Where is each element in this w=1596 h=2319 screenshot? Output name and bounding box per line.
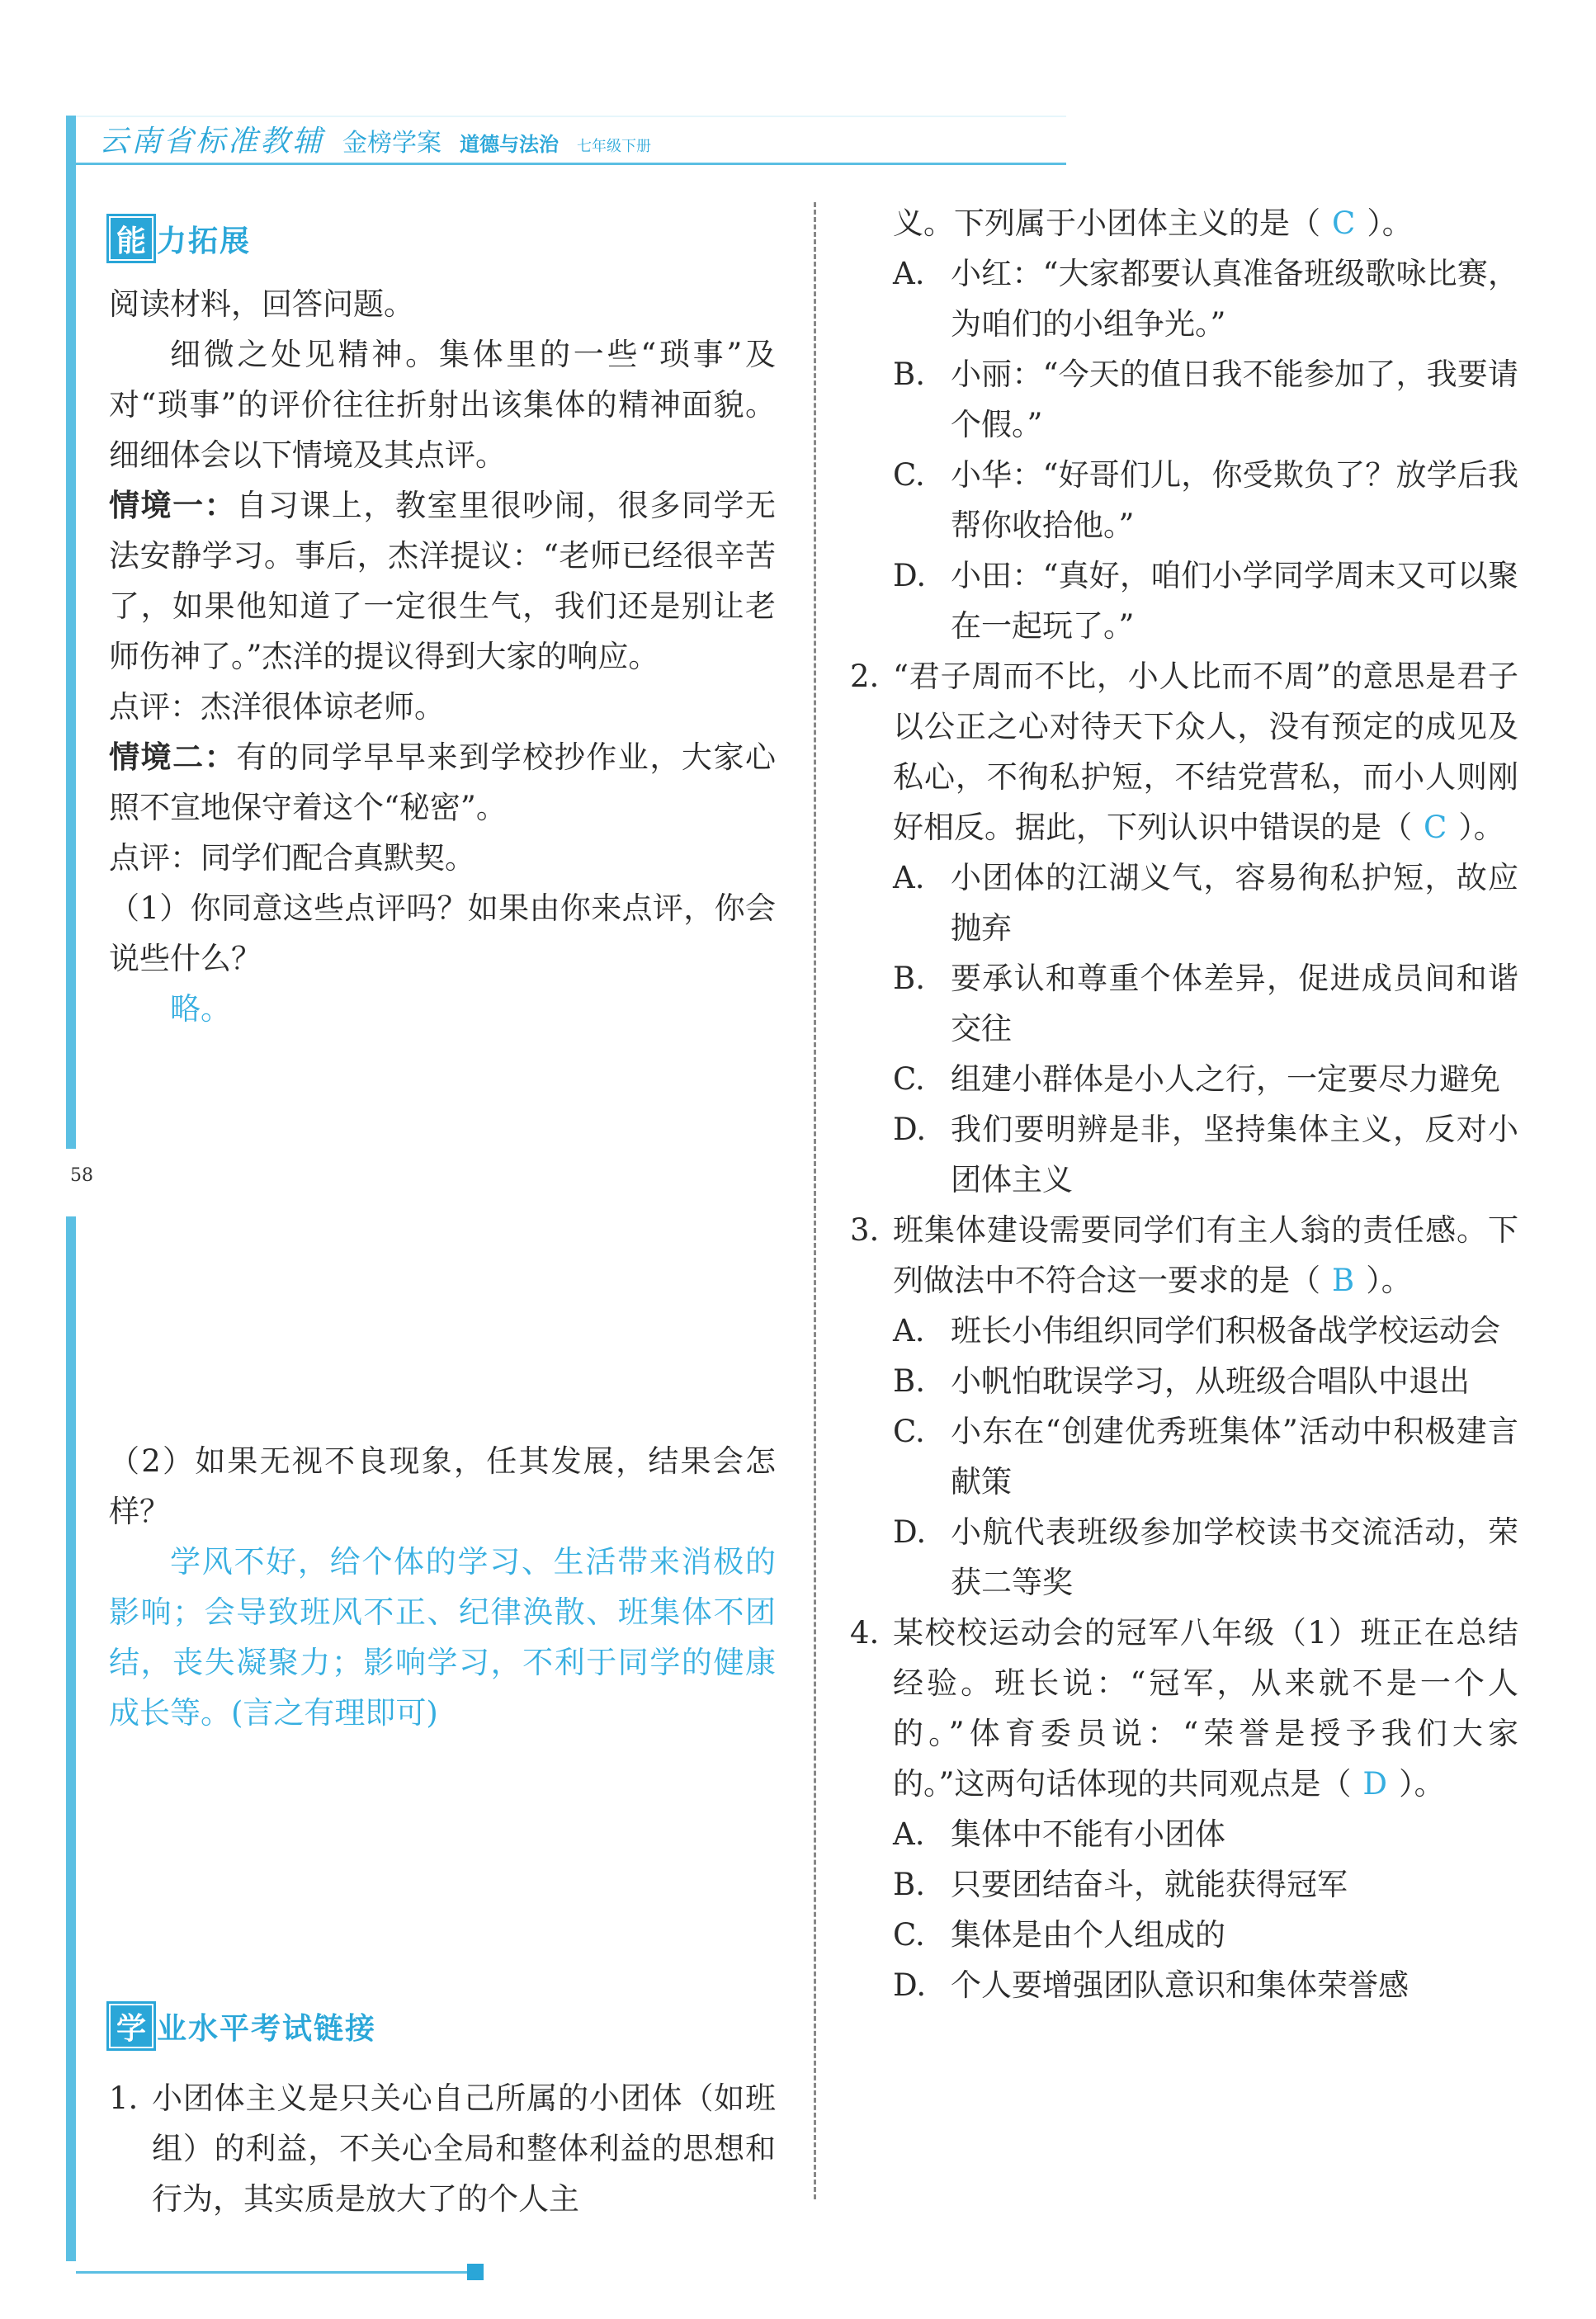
q3-option-a: A. 班长小伟组织同学们积极备战学校运动会 [893, 1313, 1500, 1348]
page-number: 58 [70, 1165, 93, 1186]
left-text-block [109, 279, 776, 1034]
question-two: （2）如果无视不良现象，任其发展，结果会怎样？ [109, 1443, 776, 1529]
question-text: “君子周而不比，小人比而不周”的意思是君子以公正之心对待天下众人，没有预定的成见及私心，不徇私护短，不结党营私，而小人则刚好相反。据此，下列认识中错误的是（ [893, 659, 1518, 845]
scenario-two-text: 有的同学早早来到学校抄作业，大家心照不宣地保守着这个“秘密”。 [109, 739, 777, 825]
section-box: 能 [109, 216, 153, 261]
q4-option-b: B. 只要团结奋斗，就能获得冠军 [893, 1867, 1348, 1902]
q3-option-c: C. 小东在“创建优秀班集体”活动中积极建言献策 [893, 1414, 1518, 1500]
question-number: 4. [850, 1615, 880, 1651]
scenario-one-text: 自习课上，教室里很吵闹，很多同学无法安静学习。事后，杰洋提议：“老师已经很辛苦了，如果他知道了一定很生气，我们还是别让老师伤神了。”杰洋的提议得到大家的响应。 [109, 488, 777, 674]
q4-option-d: D. 个人要增强团队意识和集体荣誉感 [893, 1967, 1409, 2003]
q2-option-d: D. 我们要明辨是非，坚持集体主义，反对小团体主义 [893, 1112, 1518, 1197]
exam-question-4: 4. 某校校运动会的冠军八年级（1）班正在总结经验。班长说：“冠军，从来就不是一个人的。”体育委员说：“荣誉是授予我们大家的。”这两句话体现的共同观点是（ D ）。 [850, 1608, 1518, 1809]
grade-title: 七年级下册 [577, 138, 652, 155]
section-exam-title [109, 2004, 376, 2048]
question-number: 3. [850, 1212, 880, 1248]
left-question-two-block [109, 1436, 776, 1738]
column-separator [814, 202, 816, 2199]
header-underline [76, 163, 1066, 165]
section-ability-title [109, 216, 251, 261]
q2-answer: C [1424, 810, 1447, 845]
question-text: 某校校运动会的冠军八年级（1）班正在总结经验。班长说：“冠军，从来就不是一个人的。”体育委员说：“荣誉是授予我们大家的。”这两句话体现的共同观点是（ [893, 1615, 1518, 1802]
q2-option-a: A. 小团体的江湖义气，容易徇私护短，故应抛弃 [893, 860, 1518, 946]
material-para: 细微之处见精神。集体里的一些“琐事”及对“琐事”的评价往往折射出该集体的精神面貌。细细体会以下情境及其点评。 [109, 337, 776, 473]
answer-two: 学风不好，给个体的学习、生活带来消极的影响；会导致班风不正、纪律涣散、班集体不团结，丧失凝聚力；影响学习，不利于同学的健康成长等。(言之有理即可) [109, 1544, 776, 1731]
exam-question-2: 2. “君子周而不比，小人比而不周”的意思是君子以公正之心对待天下众人，没有预定的成见及私心，不徇私护短，不结党营私，而小人则刚好相反。据此，下列认识中错误的是（ C ）。 [850, 651, 1518, 853]
q4-option-a: A. 集体中不能有小团体 [893, 1816, 1225, 1852]
q1-cont-text: 义。下列属于小团体主义的是（ [893, 205, 1320, 241]
question-one: （1）你同意这些点评吗？如果由你来点评，你会说些什么？ [109, 890, 776, 976]
q4-answer: D [1362, 1766, 1388, 1802]
page-header [99, 118, 651, 159]
scenario-one [109, 480, 776, 682]
exam-question-1 [109, 2073, 776, 2224]
section-box: 学 [109, 2004, 153, 2048]
intro-text: 阅读材料，回答问题。 [109, 286, 414, 322]
q1-continuation [893, 198, 1518, 248]
scenario-one-label: 情境一： [109, 487, 237, 523]
q3-option-d: D. 小航代表班级参加学校读书交流活动，荣获二等奖 [893, 1514, 1518, 1600]
q2-option-b: B. 要承认和尊重个体差异，促进成员间和谐交往 [893, 961, 1518, 1046]
comment-two: 点评：同学们配合真默契。 [109, 840, 475, 876]
q1-answer: C [1332, 205, 1356, 241]
q2-option-c: C. 组建小群体是小人之行，一定要尽力避免 [893, 1061, 1500, 1097]
question-number: 2. [850, 659, 880, 694]
q3-answer: B [1332, 1263, 1355, 1298]
question-number: 1. [109, 2080, 139, 2116]
question-text: 班集体建设需要同学们有主人翁的责任感。下列做法中不符合这一要求的是（ [893, 1212, 1518, 1298]
q1-cont-post: ）。 [1367, 205, 1413, 241]
brand-title: 金榜学案 [342, 129, 442, 158]
section-rest: 力拓展 [157, 224, 252, 258]
q1-option-a: A. 小红：“大家都要认真准备班级歌咏比赛，为咱们的小组争光。” [893, 256, 1518, 342]
q1-option-d: D. 小田：“真好，咱们小学同学周末又可以聚在一起玩了。” [893, 558, 1518, 644]
scenario-two-label: 情境二： [109, 739, 237, 775]
series-title: 云南省标准教辅 [99, 125, 325, 158]
footer-line [76, 2271, 472, 2274]
header-top-line [76, 116, 1066, 117]
right-column [850, 198, 1518, 2010]
comment-one: 点评：杰洋很体谅老师。 [109, 689, 445, 725]
footer-square [467, 2264, 484, 2280]
answer-one: 略。 [170, 991, 231, 1027]
section-rest: 业水平考试链接 [157, 2011, 377, 2046]
subject-title: 道德与法治 [460, 133, 560, 156]
q3-option-b: B. 小帆怕耽误学习，从班级合唱队中退出 [893, 1363, 1470, 1399]
q1-option-c: C. 小华：“好哥们儿，你受欺负了？放学后我帮你收拾他。” [893, 457, 1518, 543]
scenario-two [109, 732, 776, 833]
q1-option-b: B. 小丽：“今天的值日我不能参加了，我要请个假。” [893, 357, 1518, 442]
question-text: 小团体主义是只关心自己所属的小团体（如班组）的利益，不关心全局和整体利益的思想和行为，其实质是放大了的个人主 [152, 2080, 776, 2217]
q4-option-c: C. 集体是由个人组成的 [893, 1917, 1225, 1953]
exam-question-3: 3. 班集体建设需要同学们有主人翁的责任感。下列做法中不符合这一要求的是（ B ）。 [850, 1205, 1518, 1306]
